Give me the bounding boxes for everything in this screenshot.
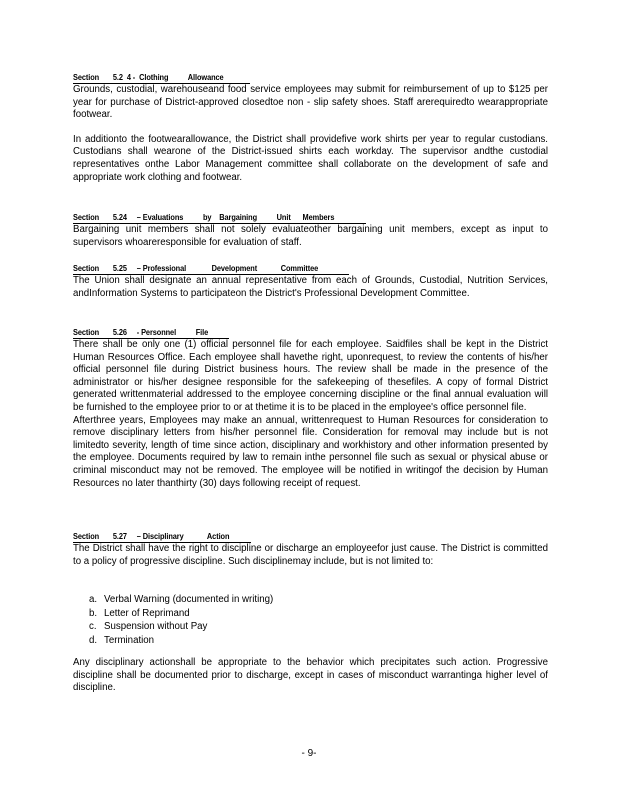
section-body-personnel-file bbox=[73, 339, 548, 490]
list-item-text: Letter of Reprimand bbox=[104, 607, 190, 619]
section-heading-disciplinary-action: Section 5.27 – Disciplinary Action bbox=[73, 531, 230, 541]
paragraph: Grounds, custodial, warehouseand food service employees may submit for reimbursement of up to $125 per year for purchase of District-approved closedtoe non - slip safety shoes. Staff arerequiredto wearappropriate footwear. bbox=[73, 84, 548, 121]
discipline-list bbox=[89, 593, 273, 647]
paragraph: Bargaining unit members shall not solely evaluateother bargaining unit members, except as input to supervisors whoareresponsible for evaluation of staff. bbox=[73, 224, 548, 248]
section-body-clothing-allowance bbox=[73, 84, 548, 184]
section-body-professional-development bbox=[73, 275, 548, 300]
list-marker: d. bbox=[89, 634, 98, 646]
paragraph: In additionto the footwearallowance, the District shall providefive work shirts per year to regular custodians. Custodians shall wearone of the District-issued shirts each workday. The supervisor andthe custodial representatives onthe Labor Management committee shall collaborate on the development of safe and appropriate work clothing and footwear. bbox=[73, 133, 548, 183]
paragraph: The District shall have the right to discipline or discharge an employeefor just cause. The District is committed to a policy of progressive discipline. Such disciplinemay include, but is not limited to: bbox=[73, 543, 548, 567]
list-item-text: Termination bbox=[104, 634, 155, 646]
section-closing-disciplinary-action bbox=[73, 657, 548, 695]
section-heading-clothing-allowance: Section 5.2 4 - Clothing Allowance bbox=[73, 72, 224, 82]
section-body-disciplinary-action bbox=[73, 543, 548, 568]
list-item bbox=[89, 593, 273, 607]
paragraph: Any disciplinary actionshall be appropriate to the behavior which precipitates such action. Progressive discipline shall be documented prior to discharge, except in cases of misconduct warrantinga higher level of discipline. bbox=[73, 657, 548, 694]
section-heading-evaluations: Section 5.24 – Evaluations by Bargaining Unit Members bbox=[73, 212, 335, 222]
section-body-evaluations bbox=[73, 224, 548, 249]
list-item-text: Verbal Warning (documented in writing) bbox=[104, 594, 274, 605]
list-item bbox=[89, 620, 273, 634]
list-marker: a. bbox=[89, 594, 98, 605]
paragraph: There shall be only one (1) official personnel file for each employee. Saidfiles shall be kept in the District Human Resources Office. Each employee shall havethe right, uponrequest, to review the contents of his/her official personnel file during District business hours. The review shall be made in the presence of the administrator or his/her designee responsible for the safekeeping of thesefiles. A copy of formal District generated writtenmaterial addressed to the employee concerning discipline or the final annual evaluation will be furnished to the employee prior to or at thetime it is to be placed in the employee's office personnel file. bbox=[73, 339, 548, 413]
list-marker: b. bbox=[89, 607, 98, 619]
section-heading-professional-development: Section 5.25 – Professional Development Committee bbox=[73, 263, 319, 273]
list-marker: c. bbox=[89, 621, 97, 633]
list-item-text: Suspension without Pay bbox=[104, 621, 208, 633]
list-item bbox=[89, 634, 273, 648]
list-item bbox=[89, 607, 273, 621]
page-number: - 9- bbox=[301, 748, 317, 759]
paragraph: The Union shall designate an annual representative from each of Grounds, Custodial, Nutrition Services, andInformation Systems to participateon the District's Professional Development Committee. bbox=[73, 275, 548, 299]
section-heading-personnel-file: Section 5.26 - Personnel File bbox=[73, 327, 209, 337]
paragraph: Afterthree years, Employees may make an annual, writtenrequest to Human Resources for consideration to remove disciplinary letters from his/her personnel file. Consideration for removal may include but is not limitedto severity, length of time since action, disciplinary and workhistory and other information presented by the employee. Documents required by law to remain inthe personnel file such as sexual or physical abuse or criminal misconduct may not be removed. The employee will be notified in writingof the decision by Human Resources no later thanthirty (30) days following receipt of request. bbox=[73, 414, 548, 489]
